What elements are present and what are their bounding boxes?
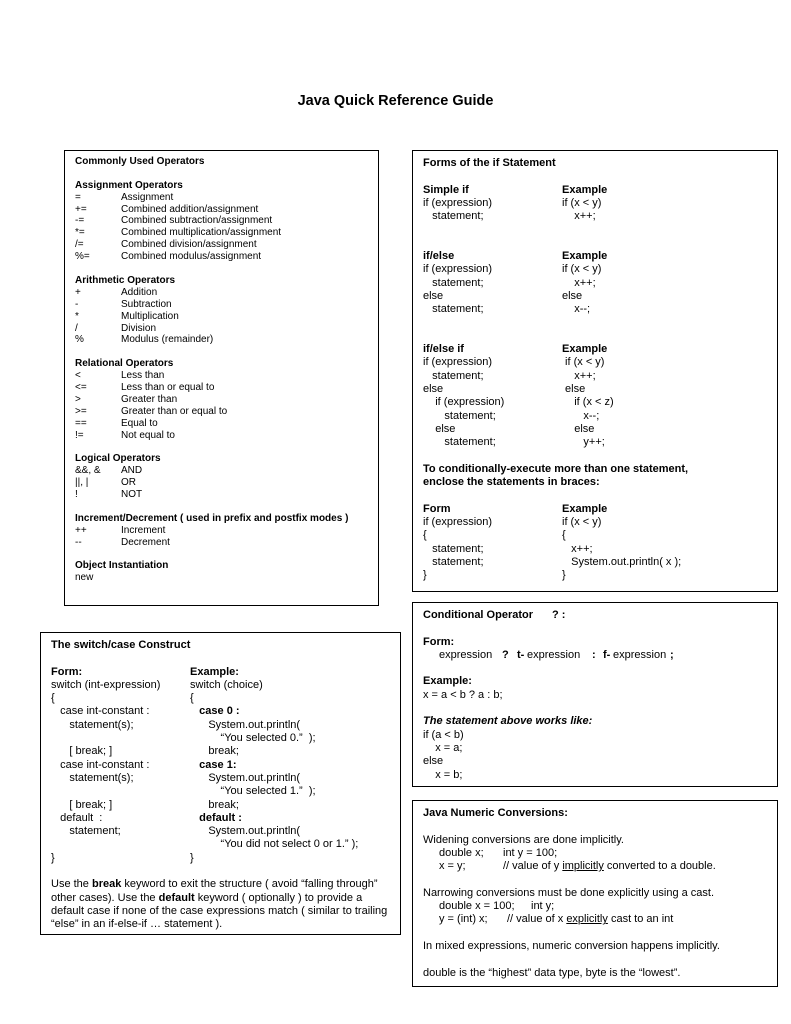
code-line: statement; x++; <box>423 276 596 289</box>
code-line: else else <box>423 422 595 435</box>
narrowing-text: Narrowing conversions must be done explicitly using a cast. <box>423 886 715 899</box>
operators-heading: Commonly Used Operators <box>75 156 205 167</box>
code-line: else else <box>423 383 586 396</box>
code-line: if (expression) if (x < y) <box>423 516 602 529</box>
operator-row <box>75 251 378 263</box>
operator-symbol: < <box>75 370 81 382</box>
operator-row <box>75 525 378 537</box>
operator-description: Equal to <box>121 417 158 429</box>
code-line: “You selected 1.” ); <box>190 785 316 798</box>
operator-description: Greater than <box>121 393 178 405</box>
conditional-form-expression: expression ? t- expression : f- expression ; <box>439 648 674 661</box>
operator-description: Less than or equal to <box>121 381 215 393</box>
switch-code <box>51 679 390 865</box>
operator-description: Modulus (remainder) <box>121 334 214 346</box>
operator-symbol: -= <box>75 215 85 227</box>
braces-form-block <box>423 503 777 583</box>
switch-heading: The switch/case Construct <box>51 639 191 651</box>
operator-description: Combined addition/assignment <box>121 203 259 215</box>
operator-row <box>75 299 378 311</box>
code-line: if (expression) if (x < y) <box>423 263 602 276</box>
operator-symbol: / <box>75 322 78 334</box>
operator-symbol: == <box>75 417 87 429</box>
code-line: “You did not select 0 or 1.” ); <box>190 838 359 851</box>
operator-row <box>75 323 378 335</box>
code-line: statement; x++; <box>423 542 593 555</box>
operator-symbol: -- <box>75 536 82 548</box>
operator-description: Assignment <box>121 191 174 203</box>
operator-description: AND <box>121 465 143 477</box>
works-like-code <box>423 729 777 782</box>
operator-row <box>75 489 378 501</box>
operator-description: Decrement <box>121 536 170 548</box>
simple-if-block <box>423 184 777 224</box>
code-line: statement(s); System.out.println( <box>51 718 301 731</box>
switch-note: Use the break keyword to exit the structure ( avoid “falling through” other cases). Use the default keyword ( optionally ) to provide a default case if none of the case expressions match ( similar to trailing “else” in an if-else-if … statement ). <box>51 878 388 931</box>
narrowing-code-2: y = (int) x; // value of x explicitly cast to an int <box>439 913 674 926</box>
operator-row <box>75 465 378 477</box>
operator-description: Subtraction <box>121 298 172 310</box>
code-line: statement; x++; <box>423 210 596 223</box>
operator-symbol: ! <box>75 489 78 501</box>
operator-symbol: ++ <box>75 524 87 536</box>
operator-row <box>75 394 378 406</box>
code-line: “You selected 0.” ); <box>190 732 316 745</box>
if-block-header: Form Example <box>423 502 608 515</box>
operator-row <box>75 311 378 323</box>
code-line: case int-constant : case 0 : <box>51 705 240 718</box>
code-line: [ break; ] break; <box>51 745 239 758</box>
if-block-header: Simple if Example <box>423 183 608 196</box>
operator-groups <box>75 168 378 549</box>
code-line: } } <box>51 851 194 864</box>
code-line: if (expression) if (x < y) <box>423 196 602 209</box>
highest-text: double is the “highest” data type, byte is the “lowest”. <box>423 966 681 979</box>
conditional-panel <box>412 602 778 787</box>
if-else-if-block <box>423 343 777 449</box>
operator-row <box>75 406 378 418</box>
if-else-block <box>423 250 777 316</box>
operator-row <box>75 334 378 346</box>
numeric-heading: Java Numeric Conversions: <box>423 807 568 819</box>
operator-description: Addition <box>121 286 158 298</box>
instantiation-title: Object Instantiation <box>75 560 169 572</box>
operator-symbol: &&, & <box>75 465 101 477</box>
operator-row <box>75 287 378 299</box>
operator-row <box>75 215 378 227</box>
operator-description: Combined subtraction/assignment <box>121 215 273 227</box>
code-line: statement; x++; <box>423 369 596 382</box>
code-line: if (expression) if (x < z) <box>423 396 614 409</box>
operator-description: Combined multiplication/assignment <box>121 227 282 239</box>
operators-panel <box>64 150 379 606</box>
conditional-heading: Conditional Operator ? : <box>423 609 566 621</box>
numeric-conversions-panel <box>412 800 778 987</box>
operator-row <box>75 204 378 216</box>
operator-symbol: % <box>75 334 84 346</box>
operator-row <box>75 382 378 394</box>
code-line: statement; x--; <box>423 303 591 316</box>
operator-description: Combined modulus/assignment <box>121 251 262 263</box>
code-line: } } <box>423 569 566 582</box>
operator-row <box>75 239 378 251</box>
conditional-example: x = a < b ? a : b; <box>423 688 503 701</box>
operator-symbol: >= <box>75 405 87 417</box>
switch-panel <box>40 632 401 935</box>
operator-group-title: Increment/Decrement ( used in prefix and postfix modes ) <box>75 512 349 524</box>
conditional-form-label: Form: <box>423 635 455 648</box>
page-title: Java Quick Reference Guide <box>297 93 494 109</box>
operator-symbol: ||, | <box>75 477 89 489</box>
code-line: switch (int-expression) switch (choice) <box>51 678 263 691</box>
if-heading: Forms of the if Statement <box>423 157 556 169</box>
operator-symbol: %= <box>75 251 90 263</box>
operator-description: Not equal to <box>121 429 175 441</box>
operator-symbol: /= <box>75 239 84 251</box>
widening-code-2: x = y; // value of y implicitly converted to a double. <box>439 860 716 873</box>
mixed-text: In mixed expressions, numeric conversion happens implicitly. <box>423 939 720 952</box>
operator-row <box>75 537 378 549</box>
if-block-header: if/else if Example <box>423 343 608 356</box>
code-line: [ break; ] break; <box>51 798 239 811</box>
code-line: else <box>423 755 444 768</box>
works-like-label: The statement above works like: <box>423 715 593 728</box>
operator-description: Division <box>121 322 157 334</box>
operator-description: Less than <box>121 370 165 382</box>
operator-description: Combined division/assignment <box>121 239 257 251</box>
code-line: default : default : <box>51 811 242 824</box>
code-line: statement; x--; <box>423 409 600 422</box>
code-line: { { <box>51 692 194 705</box>
operator-group-title: Relational Operators <box>75 358 174 370</box>
braces-note-line1: To conditionally-execute more than one statement, <box>423 462 689 475</box>
operator-symbol: > <box>75 393 81 405</box>
braces-note-line2: enclose the statements in braces: <box>423 476 600 489</box>
operator-row <box>75 192 378 204</box>
operator-group-title: Arithmetic Operators <box>75 274 176 286</box>
operator-description: Greater than or equal to <box>121 405 228 417</box>
operator-symbol: + <box>75 286 81 298</box>
code-line: statement; System.out.println( <box>51 825 301 838</box>
widening-code-1: double x; int y = 100; <box>439 846 558 859</box>
operator-symbol: *= <box>75 227 85 239</box>
operator-row <box>75 370 378 382</box>
operator-row <box>75 227 378 239</box>
switch-labels: Form: Example: <box>51 665 239 678</box>
operator-description: Multiplication <box>121 310 179 322</box>
operator-symbol: - <box>75 298 79 310</box>
code-line: x = a; <box>423 741 463 754</box>
code-line: statement(s); System.out.println( <box>51 771 301 784</box>
operator-symbol: += <box>75 203 87 215</box>
code-line: if (a < b) <box>423 728 464 741</box>
widening-text: Widening conversions are done implicitly. <box>423 833 624 846</box>
code-line: statement; System.out.println( x ); <box>423 555 682 568</box>
operator-symbol: != <box>75 429 84 441</box>
operator-symbol: = <box>75 191 81 203</box>
code-line: { { <box>423 529 566 542</box>
code-line: else else <box>423 289 583 302</box>
code-line: statement; y++; <box>423 436 605 449</box>
code-line: if (expression) if (x < y) <box>423 356 605 369</box>
operator-row <box>75 430 378 442</box>
instantiation-value: new <box>75 572 94 584</box>
operator-symbol: <= <box>75 381 87 393</box>
operator-description: OR <box>121 477 136 489</box>
code-line: x = b; <box>423 768 463 781</box>
operator-description: NOT <box>121 489 143 501</box>
operator-symbol: * <box>75 310 79 322</box>
operator-group-title: Logical Operators <box>75 453 161 465</box>
if-block-header: if/else Example <box>423 250 608 263</box>
operator-row <box>75 418 378 430</box>
operator-description: Increment <box>121 524 166 536</box>
operator-row <box>75 477 378 489</box>
narrowing-code-1: double x = 100; int y; <box>439 900 555 913</box>
conditional-example-label: Example: <box>423 675 472 688</box>
if-statement-panel <box>412 150 778 592</box>
operator-group-title: Assignment Operators <box>75 179 183 191</box>
code-line: case int-constant : case 1: <box>51 758 237 771</box>
